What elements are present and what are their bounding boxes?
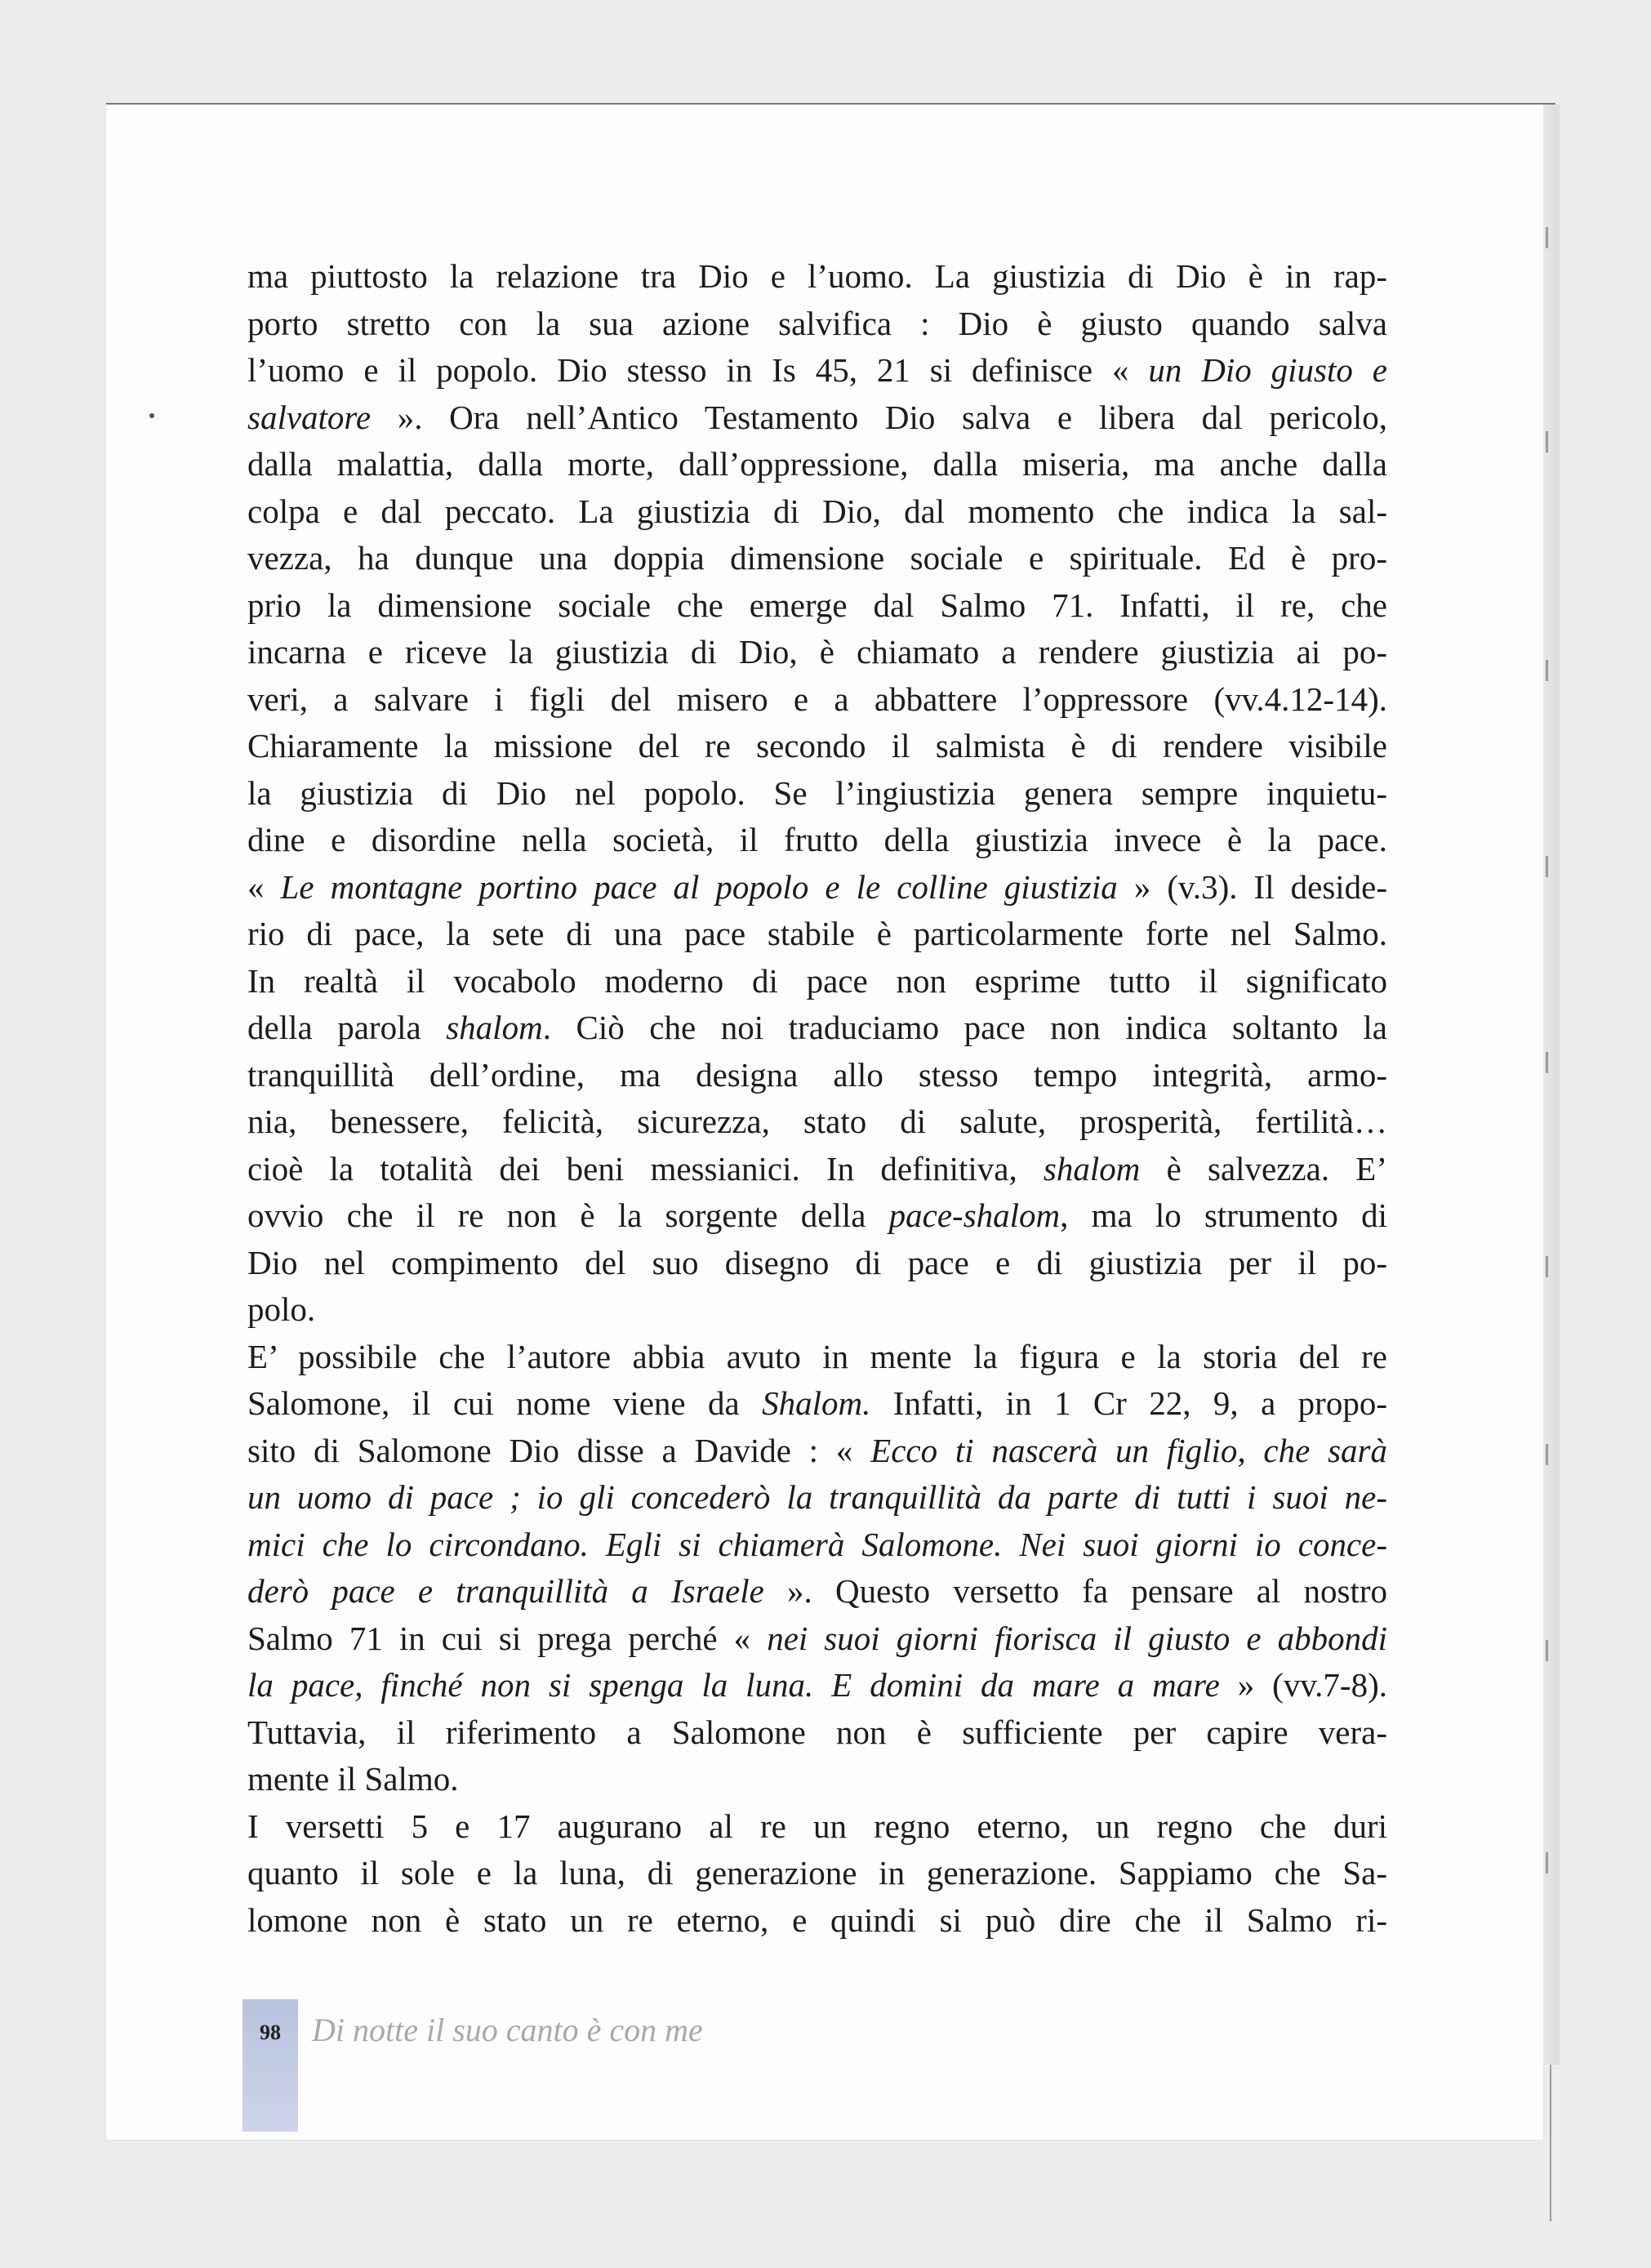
text-line [247, 1005, 1387, 1052]
text-line [247, 253, 1387, 301]
binding-stitch [1546, 1256, 1548, 1277]
running-title: Di notte il suo canto è con me [312, 2012, 703, 2048]
text-line [247, 1380, 1387, 1428]
text-run: , ma lo strumento di [1060, 1196, 1387, 1234]
text-run: » (v.3). Il deside- [1117, 867, 1388, 906]
text-line [247, 1522, 1387, 1569]
text-line [247, 1098, 1387, 1146]
text-line [247, 1756, 1387, 1803]
text-run: vezza, ha dunque una doppia dimensione sociale e spirituale. Ed è pro- [247, 539, 1387, 577]
text-line [247, 1568, 1387, 1615]
text-run: dalla malattia, dalla morte, dall’oppressione, dalla miseria, ma anche dalla [247, 445, 1387, 483]
text-run: rio di pace, la sete di una pace stabile è particolarmente forte nel Salmo. [247, 915, 1387, 952]
text-line [247, 535, 1387, 582]
text-line [247, 723, 1387, 770]
text-line [247, 864, 1387, 911]
italic-text: un Dio giusto e [1148, 351, 1388, 389]
text-line [247, 1709, 1387, 1757]
text-run: colpa e dal peccato. La giustizia di Dio, dal momento che indica la sal- [247, 492, 1387, 530]
text-run: polo. [247, 1290, 316, 1328]
binding-stitch [1546, 431, 1548, 452]
text-run: ». Questo versetto fa pensare al nostro [763, 1572, 1387, 1610]
text-run: prio la dimensione sociale che emerge dal Salmo 71. Infatti, il re, che [247, 586, 1387, 624]
text-run: In realtà il vocabolo moderno di pace non esprime tutto il significato [247, 961, 1387, 1000]
text-run: Tuttavia, il riferimento a Salomone non è sufficiente per capire vera- [247, 1713, 1387, 1751]
margin-mark [149, 413, 154, 418]
text-line [247, 1286, 1387, 1334]
text-run: ma piuttosto la relazione tra Dio e l’uomo. La giustizia di Dio è in rap- [247, 257, 1387, 295]
text-line [247, 1850, 1387, 1897]
italic-text: pace-shalom [888, 1196, 1061, 1234]
text-line [247, 1662, 1387, 1709]
italic-text: Le montagne portino pace al popolo e le colline giustizia [280, 867, 1118, 906]
text-line [247, 488, 1387, 536]
text-run: Salomone, il cui nome viene da [247, 1384, 763, 1422]
binding-stitch [1546, 856, 1548, 877]
text-line [247, 347, 1387, 394]
text-line [247, 394, 1387, 442]
text-line [247, 911, 1387, 958]
text-line [247, 301, 1387, 348]
binding-stitch [1546, 1852, 1548, 1874]
text-run: l’uomo e il popolo. Dio stesso in Is 45, 21 si definisce « [247, 351, 1149, 389]
text-run: sito di Salomone Dio disse a Davide : « [247, 1431, 871, 1469]
text-line [247, 1428, 1387, 1475]
binding-stitch [1546, 227, 1548, 248]
text-run: . Ciò che noi traduciamo pace non indica soltanto la [542, 1009, 1387, 1046]
italic-text: Shalom. [762, 1384, 871, 1422]
text-line [247, 1192, 1387, 1240]
text-line [247, 1052, 1387, 1099]
binding-strip [1543, 105, 1560, 2065]
text-run: » (vv.7-8). [1219, 1666, 1387, 1704]
text-line [247, 1615, 1387, 1663]
text-line [247, 582, 1387, 630]
italic-text: shalom [1043, 1149, 1141, 1187]
text-line [247, 441, 1387, 488]
binding-stitch [1546, 1640, 1548, 1661]
italic-text: Ecco ti nascerà un figlio, che sarà [870, 1431, 1388, 1469]
text-line [247, 1240, 1387, 1287]
text-line [247, 1803, 1387, 1851]
text-run: dine e disordine nella società, il frutto della giustizia invece è la pace. [247, 821, 1387, 858]
text-run: lomone non è stato un re eterno, e quindi si può dire che il Salmo ri- [247, 1900, 1387, 1939]
binding-stitch [1546, 1444, 1548, 1465]
text-run: quanto il sole e la luna, di generazione in generazione. Sappiamo che Sa- [247, 1854, 1387, 1891]
text-line [247, 958, 1387, 1005]
page-number: 98 [260, 2021, 281, 2044]
text-run: è salvezza. E’ [1140, 1149, 1387, 1187]
text-line [247, 676, 1387, 724]
text-run: I versetti 5 e 17 augurano al re un regno eterno, un regno che duri [247, 1807, 1387, 1845]
text-run: veri, a salvare i figli del misero e a abbattere l’oppressore (vv.4.12-14). [247, 680, 1387, 718]
italic-text: derò pace e tranquillità a Israele [247, 1572, 764, 1610]
binding-stitch [1546, 1052, 1548, 1073]
text-line [247, 1897, 1387, 1945]
text-line [247, 1334, 1387, 1381]
text-run: tranquillità dell’ordine, ma designa allo stesso tempo integrità, armo- [247, 1055, 1387, 1094]
text-run: nia, benessere, felicità, sicurezza, stato di salute, prosperità, fertilità… [247, 1103, 1387, 1140]
text-run: Salmo 71 in cui si prega perché « [247, 1619, 768, 1657]
text-run: mente il Salmo. [247, 1760, 459, 1798]
text-run: Chiaramente la missione del re secondo il salmista è di rendere visibile [247, 727, 1387, 764]
text-line [247, 629, 1387, 676]
body-text [247, 253, 1387, 1944]
italic-text: salvatore [247, 398, 372, 436]
text-run: della parola [247, 1009, 447, 1046]
italic-text: nei suoi giorni fiorisca il giusto e abbondi [767, 1619, 1387, 1657]
binding-stitch [1546, 660, 1548, 681]
text-line [247, 1474, 1387, 1522]
italic-text: la pace, finché non si spenga la luna. E domini da mare a mare [247, 1666, 1220, 1704]
text-run: incarna e riceve la giustizia di Dio, è chiamato a rendere giustizia ai po- [247, 633, 1387, 671]
text-line [247, 1146, 1387, 1193]
italic-text: mici che lo circondano. Egli si chiamerà Salomone. Nei suoi giorni io conce- [247, 1525, 1387, 1563]
text-run: E’ possibile che l’autore abbia avuto in mente la figura e la storia del re [247, 1337, 1387, 1375]
italic-text: shalom [446, 1009, 543, 1046]
text-line [247, 770, 1387, 818]
text-run: ovvio che il re non è la sorgente della [247, 1196, 889, 1234]
text-run: Infatti, in 1 Cr 22, 9, a propo- [870, 1384, 1387, 1422]
text-run: « [247, 867, 281, 906]
text-run: la giustizia di Dio nel popolo. Se l’ingiustizia genera sempre inquietu- [247, 773, 1387, 812]
text-run: cioè la totalità dei beni messianici. In definitiva, [247, 1149, 1044, 1187]
text-run: ». Ora nell’Antico Testamento Dio salva e libera dal pericolo, [371, 398, 1387, 436]
text-run: porto stretto con la sua azione salvifica : Dio è giusto quando salva [247, 304, 1387, 342]
text-line [247, 817, 1387, 864]
italic-text: un uomo di pace ; io gli concederò la tranquillità da parte di tutti i suoi ne- [247, 1478, 1387, 1516]
page-number-tab [243, 1999, 298, 2132]
text-run: Dio nel compimento del suo disegno di pace e di giustizia per il po- [247, 1243, 1387, 1281]
